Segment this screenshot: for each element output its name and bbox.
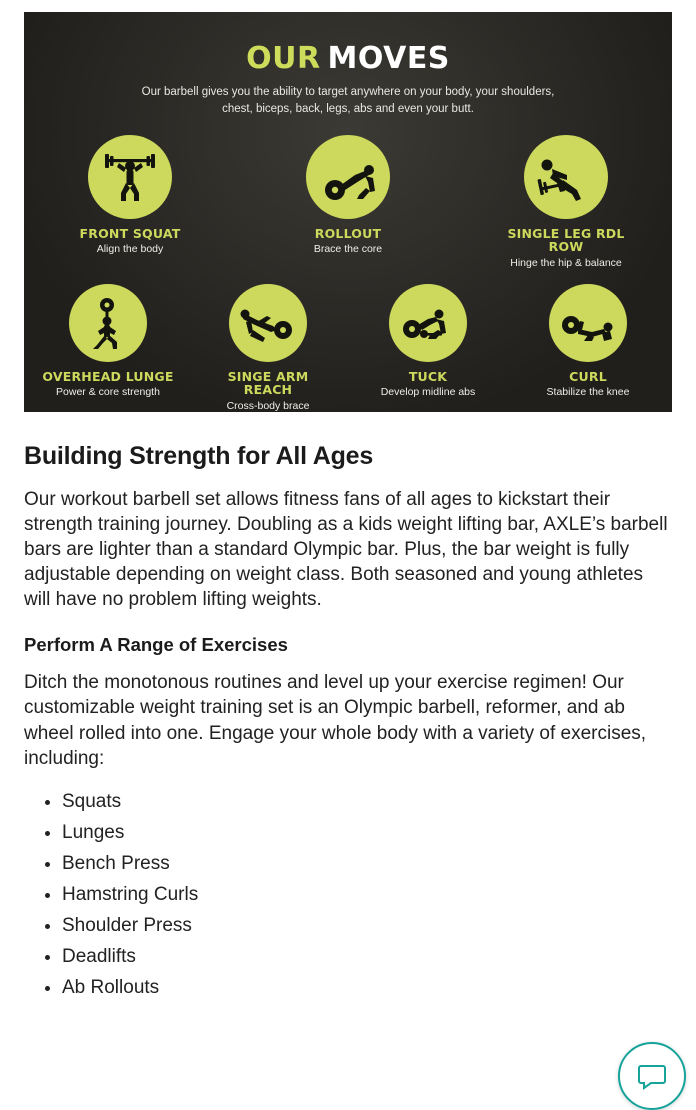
- rollout-icon: [306, 135, 390, 219]
- banner-subtitle: Our barbell gives you the ability to target anywhere on your body, your shoulders, chest, biceps, back, legs, abs and even your butt.: [141, 86, 555, 116]
- paragraph-exercises: Ditch the monotonous routines and level up your exercise regimen! Our customizable weight training set is an Olympic barbell, reformer, and ab wheel rolled into one. Engage your whole body with a variety of exercises, including:: [24, 672, 647, 769]
- section-subtitle: Perform A Range of Exercises: [24, 634, 288, 656]
- move-label: CURL: [569, 368, 607, 384]
- move-label: FRONT SQUAT: [79, 225, 181, 241]
- move-front-squat: [55, 135, 205, 256]
- single-arm-reach-icon: [229, 284, 307, 362]
- list-item: • Squats: [62, 787, 672, 818]
- our-moves-infographic: [24, 12, 672, 412]
- single-leg-rdl-row-icon: [524, 135, 608, 219]
- move-desc: Power & core strength: [56, 386, 160, 399]
- move-rollout: [273, 135, 423, 256]
- move-desc: Hinge the hip & balance: [510, 257, 622, 269]
- move-label: SINGE ARM REACH: [227, 368, 309, 398]
- exercise-list: [24, 787, 672, 1004]
- chat-bubble-icon[interactable]: [618, 1042, 686, 1110]
- move-tuck: [362, 284, 494, 399]
- list-item: • Deadlifts: [62, 942, 672, 973]
- move-label: SINGLE LEG RDL ROW: [507, 225, 625, 255]
- curl-icon: [549, 284, 627, 362]
- move-overhead-lunge: [42, 284, 174, 399]
- move-desc: Align the body: [96, 243, 164, 256]
- move-label: ROLLOUT: [314, 225, 382, 241]
- list-item: • Lunges: [62, 818, 672, 849]
- move-desc: Brace the core: [313, 243, 383, 256]
- list-item: • Shoulder Press: [62, 911, 672, 942]
- page-title: Building Strength for All Ages: [24, 442, 374, 470]
- moves-row-2: [42, 284, 654, 412]
- article-body: [0, 412, 696, 1003]
- list-item: • Bench Press: [62, 849, 672, 880]
- list-item: • Ab Rollouts: [62, 973, 672, 1004]
- banner-title: [42, 41, 654, 76]
- move-desc: Cross-body brace: [226, 400, 310, 412]
- overhead-lunge-icon: [69, 284, 147, 362]
- banner-title-word2: MOVES: [327, 41, 450, 76]
- tuck-icon: [389, 284, 467, 362]
- move-single-leg-rdl-row: [491, 135, 641, 270]
- move-curl: [522, 284, 654, 399]
- move-desc: Stabilize the knee: [546, 386, 630, 399]
- paragraph-strength: Our workout barbell set allows fitness fans of all ages to kickstart their strength training journey. Doubling as a kids weight lifting bar, AXLE’s barbell bars are lighter than a standard Olympic bar. Plus, the bar weight is fully adjustable depending on weight class. Both seasoned and young athletes will have no problem lifting weights.: [24, 489, 668, 611]
- banner-title-word1: OUR: [246, 41, 321, 76]
- move-label: OVERHEAD LUNGE: [42, 368, 174, 384]
- list-item: • Hamstring Curls: [62, 880, 672, 911]
- move-desc: Develop midline abs: [380, 386, 476, 399]
- move-label: TUCK: [408, 368, 448, 384]
- moves-row-1: [42, 135, 654, 270]
- move-single-arm-reach: [202, 284, 334, 412]
- front-squat-icon: [88, 135, 172, 219]
